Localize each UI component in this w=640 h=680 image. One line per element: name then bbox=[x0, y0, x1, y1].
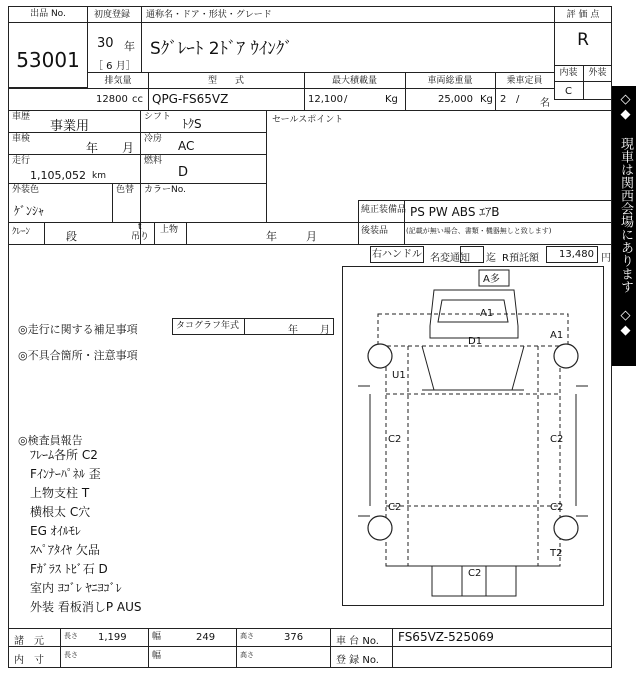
name-change-label: 名変通知 bbox=[430, 253, 470, 264]
displacement-label: 排気量 bbox=[104, 76, 132, 86]
color-change-label: 色替 bbox=[116, 185, 135, 195]
interior-length-label: 長さ bbox=[64, 651, 78, 659]
shift-value: ﾄｸS bbox=[182, 117, 202, 131]
aftermarket-note: (記載が無い場合、書類・機器無しと致します) bbox=[406, 227, 552, 235]
tachograph-year: 年 bbox=[288, 325, 298, 336]
crane-stage: 段 bbox=[66, 230, 77, 243]
lot-no-label: 出品 No. bbox=[30, 9, 66, 19]
max-load-label: 最大積載量 bbox=[331, 76, 377, 86]
shift-label: シフト bbox=[144, 112, 172, 122]
tachograph-label: タコグラフ年式 bbox=[176, 321, 240, 331]
crane-label: ｸﾚｰﾝ bbox=[12, 227, 31, 237]
max-load-unit: Kg bbox=[385, 94, 398, 105]
rating-value: R bbox=[577, 30, 589, 50]
mark-d1: D1 bbox=[468, 336, 483, 347]
total-weight-value: 25,000 bbox=[438, 94, 473, 105]
registration-label: 登 録 No. bbox=[336, 655, 379, 666]
length-value: 1,199 bbox=[98, 632, 127, 643]
body-month: 月 bbox=[306, 230, 317, 243]
name-change-box bbox=[460, 246, 484, 263]
body-year: 年 bbox=[266, 230, 277, 243]
first-reg-label: 初度登録 bbox=[94, 10, 131, 20]
max-load-sep: / bbox=[344, 94, 348, 105]
rating-label: 評 価 点 bbox=[566, 10, 600, 20]
height-label: 高さ bbox=[240, 632, 254, 640]
width-label: 幅 bbox=[152, 632, 162, 642]
mileage-unit: km bbox=[92, 171, 106, 181]
total-weight-label: 車両総重量 bbox=[427, 76, 473, 86]
inspector-line: 外装 看板消しP AUS bbox=[30, 600, 142, 614]
inspector-line: ｽﾍﾟｱﾀｲﾔ 欠品 bbox=[30, 543, 100, 557]
color-label: 外装色 bbox=[12, 185, 40, 195]
equipment-label: 純正装備品 bbox=[361, 205, 407, 215]
mark-a-multi: A多 bbox=[483, 274, 500, 285]
lot-no-value: 53001 bbox=[16, 48, 80, 72]
mileage-label: 走行 bbox=[12, 156, 31, 166]
total-weight-unit: Kg bbox=[480, 94, 493, 105]
inspector-lines bbox=[30, 446, 141, 617]
defects-label: ◎不具合箇所・注意事項 bbox=[18, 349, 138, 362]
history-label: 車歴 bbox=[12, 112, 31, 122]
interior-grade: C bbox=[565, 86, 572, 97]
color-value: ｹﾞﾝｼｬ bbox=[14, 204, 45, 218]
inspector-line: ﾌﾚｰﾑ各所 C2 bbox=[30, 448, 98, 462]
mark-c2-left: C2 bbox=[388, 434, 402, 445]
interior-dims-label: 内 寸 bbox=[14, 655, 44, 666]
first-reg-year: 30 bbox=[97, 36, 114, 51]
inspection-month: 月 bbox=[122, 141, 135, 155]
inspector-report-label: ◎検査員報告 bbox=[18, 434, 83, 447]
mark-c2-left-rear: C2 bbox=[388, 502, 402, 513]
capacity-sep: / bbox=[516, 94, 520, 105]
max-load-value: 12,100 bbox=[308, 94, 343, 105]
height-value: 376 bbox=[284, 632, 304, 643]
capacity-value: 2 bbox=[500, 94, 507, 105]
vehicle-name: Sｸﾞﾚｰﾄ 2ﾄﾞｱ ｳｲﾝｸﾞ bbox=[150, 39, 293, 59]
mileage-value: 1,105,052 bbox=[30, 169, 86, 182]
ac-value: AC bbox=[178, 139, 195, 153]
first-reg-month: ［ 6 月］ bbox=[93, 61, 136, 72]
inspector-line: 上物支柱 T bbox=[30, 486, 90, 500]
sales-point-label: セールスポイント bbox=[272, 115, 344, 125]
width-value: 249 bbox=[196, 632, 216, 643]
location-banner-text: ◇◆ 現車は関西会場にあります ◇◆ bbox=[618, 92, 633, 338]
chassis-value: FS65VZ-525069 bbox=[398, 630, 494, 644]
capacity-label: 乗車定員 bbox=[506, 76, 543, 86]
body-label: 上物 bbox=[160, 225, 179, 235]
crane-t: t bbox=[138, 222, 142, 232]
inspector-line: Fｶﾞﾗｽ ﾄﾋﾞ石 D bbox=[30, 562, 108, 576]
mark-a1-front: A1 bbox=[480, 308, 494, 319]
recycle-label: R預託額 bbox=[502, 253, 539, 264]
first-reg-year-unit: 年 bbox=[124, 40, 135, 53]
truck-diagram bbox=[342, 266, 604, 606]
ac-label: 冷房 bbox=[144, 134, 163, 144]
recycle-value: 13,480 bbox=[546, 246, 598, 263]
history-value: 事業用 bbox=[50, 119, 90, 134]
mark-c2-right: C2 bbox=[550, 434, 564, 445]
equipment-value: PS PW ABS ｴｱB bbox=[410, 205, 500, 219]
capacity-unit: 名 bbox=[540, 98, 550, 109]
interior-height-label: 高さ bbox=[240, 651, 254, 659]
recycle-unit: 円 bbox=[601, 253, 611, 264]
inspection-label: 車検 bbox=[12, 134, 31, 144]
chassis-label: 車 台 No. bbox=[336, 636, 379, 647]
model-value: QPG-FS65VZ bbox=[152, 92, 229, 106]
mark-t2: T2 bbox=[550, 548, 563, 559]
fuel-value: D bbox=[178, 165, 189, 180]
interior-label: 内装 bbox=[559, 68, 578, 78]
inspector-line: 横根太 C穴 bbox=[30, 505, 91, 519]
inspector-line: Fｲﾝﾅｰﾊﾟﾈﾙ 歪 bbox=[30, 467, 101, 481]
fuel-label: 燃料 bbox=[144, 156, 163, 166]
length-label: 長さ bbox=[64, 632, 78, 640]
interior-width-label: 幅 bbox=[152, 651, 162, 661]
mark-c2-right-rear: C2 bbox=[550, 502, 564, 513]
inspector-line: 室内 ﾖｺﾞﾚ ﾔﾆﾖｺﾞﾚ bbox=[30, 581, 122, 595]
inspector-line: EG ｵｲﾙﾓﾚ bbox=[30, 524, 81, 538]
displacement-unit: cc bbox=[132, 94, 143, 105]
exterior-label: 外装 bbox=[588, 68, 607, 78]
tachograph-month: 月 bbox=[320, 325, 330, 336]
displacement-value: 12800 bbox=[96, 94, 128, 105]
steering-box: 右ハンドル bbox=[370, 246, 424, 263]
deadline-label: 迄 bbox=[486, 253, 496, 264]
name-label: 通称名・ドア・形状・グレード bbox=[146, 10, 272, 20]
model-label: 型 式 bbox=[207, 76, 244, 86]
inspection-year: 年 bbox=[86, 141, 99, 155]
crane-hang: 吊り bbox=[131, 232, 150, 242]
mark-a1-right: A1 bbox=[550, 330, 564, 341]
aftermarket-label: 後装品 bbox=[361, 226, 389, 236]
driving-remarks-label: ◎走行に関する補足事項 bbox=[18, 323, 138, 336]
dims-label: 諸 元 bbox=[14, 636, 44, 647]
mark-c2-rear: C2 bbox=[468, 568, 482, 579]
mark-u1: U1 bbox=[392, 370, 406, 381]
color-code-label: カラーNo. bbox=[144, 185, 186, 195]
